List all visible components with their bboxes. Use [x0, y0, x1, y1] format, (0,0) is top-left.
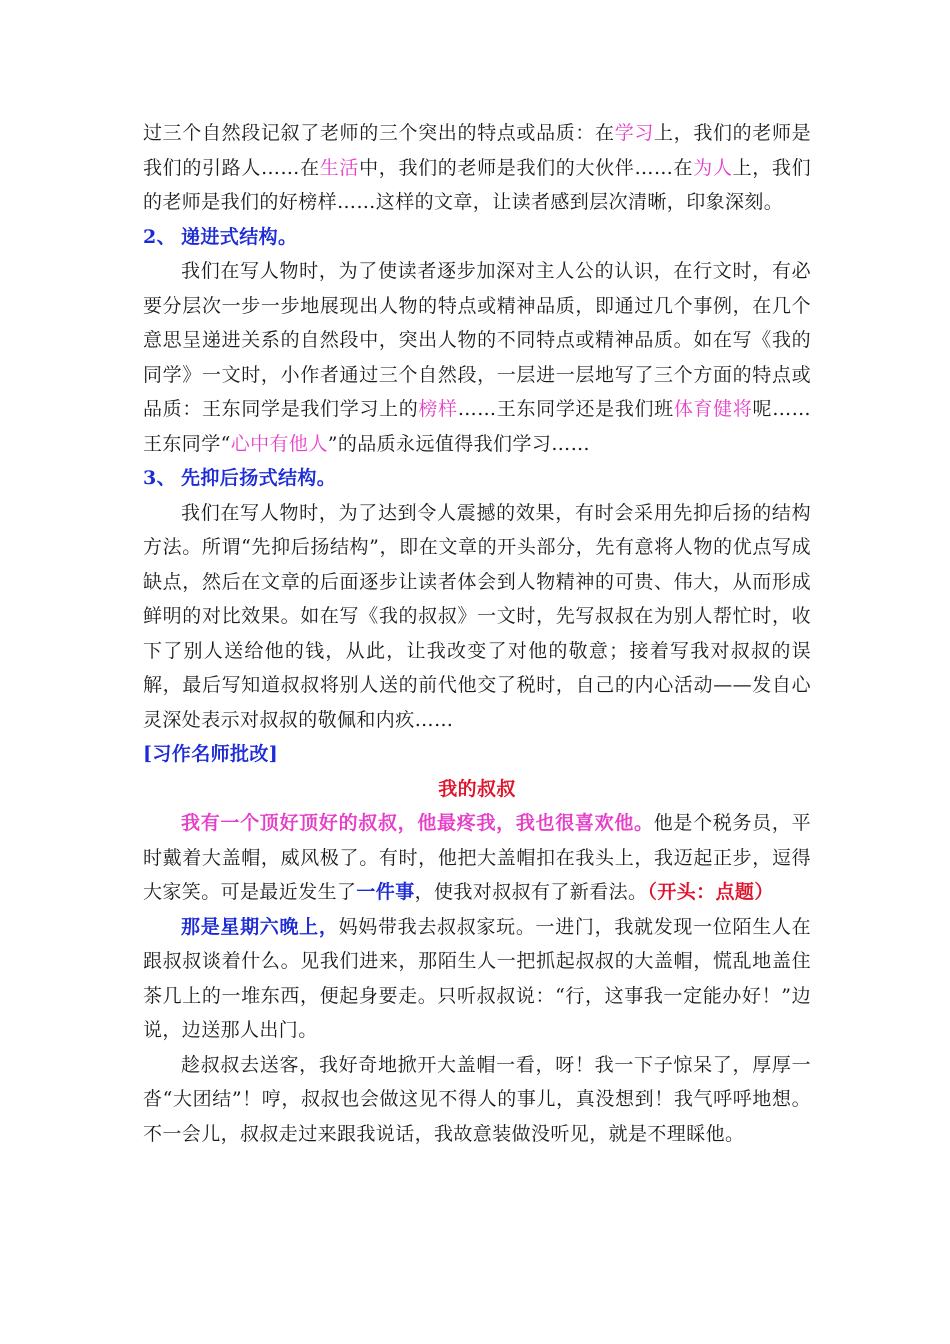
- text: 我们在写人物时，为了使读者逐步加深对主人公的认识，在行文时，有必要分层次一步一步地展现出人物的特点或精神品质，即通过几个事例，在几个意思呈递进关系的自然段中，突出人物的不同特点或精神品质。如在写《我的同学》一文时，小作者通过三个自然段，一层进一层地写了三个方面的特点或品质：王东同学是我们学习上的: [143, 260, 811, 420]
- heading-label: 递进式结构。: [181, 225, 298, 248]
- essay-lead-sentence: 我有一个顶好顶好的叔叔，他最疼我，我也很喜欢他。: [181, 812, 654, 834]
- paragraph-progressive-structure: [143, 254, 811, 461]
- keyword-study: 学习: [614, 122, 655, 144]
- essay-title: 我的叔叔: [438, 777, 516, 800]
- heading-number: 2、: [143, 225, 177, 248]
- heading-progressive-structure: [143, 220, 811, 255]
- text: 妈妈带我去叔叔家玩。一进门，我就发现一位陌生人在跟叔叔谈着什么。见我们进来，那陌生人一把抓起叔叔的大盖帽，慌乱地盖住茶几上的一堆东西，便起身要走。只听叔叔说：“行，这事我一定能办好！”边说，边送那人出门。: [143, 915, 811, 1041]
- text: 他是个税务员，平时戴着大盖帽，威风极了。有时，他把大盖帽扣在我头上，我迈起正步，逗得大家笑。可是最近发生了: [143, 812, 811, 903]
- paragraph-suppress-then-praise: 我们在写人物时，为了达到令人震撼的效果，有时会采用先抑后扬的结构方法。所谓“先抑后扬结构”，即在文章的开头部分，先有意将人物的优点写成缺点，然后在文章的后面逐步让读者体会到人物精神的可贵、伟大，从而形成鲜明的对比效果。如在写《我的叔叔》一文时，先写叔叔在为别人帮忙时，收下了别人送给他的钱，从此，让我改变了对他的敬意；接着写我对叔叔的误解，最后写知道叔叔将别人送的前代他交了税时，自己的内心活动——发自心灵深处表示对叔叔的敬佩和内疚……: [143, 501, 811, 731]
- keyword-caring-others: 心中有他人: [230, 432, 328, 455]
- keyword-role-model: 榜样: [418, 398, 458, 420]
- text: ”的品质永远值得我们学习……: [327, 432, 591, 455]
- keyword-life: 生活: [319, 156, 360, 179]
- heading-suppress-then-praise: [143, 461, 811, 496]
- section-label-teacher-review: [习作名师批改]: [143, 743, 279, 765]
- essay-paragraph-2: [143, 910, 811, 1048]
- heading-label: 先抑后扬式结构。: [181, 467, 337, 489]
- text: 上，我们的老师是我们的好榜样……这样的文章，让读者感到层次清晰，印象深刻。: [143, 156, 811, 213]
- document-page: [143, 116, 811, 1151]
- text: ，使我对叔叔有了新看法。: [414, 881, 648, 903]
- essay-paragraph-1: [143, 806, 811, 910]
- text: 上，我们的老师是我们的引路人……在: [143, 122, 811, 179]
- text: 中，我们的老师是我们的大伙伴……在: [359, 156, 694, 179]
- keyword-conduct: 为人: [693, 156, 733, 179]
- review-note: （开头：点题）: [647, 881, 774, 903]
- text: 过三个自然段记叙了老师的三个突出的特点或品质：在: [143, 122, 615, 144]
- text: 呢……王东同学“: [143, 398, 812, 455]
- keyword-an-event: 一件事: [356, 881, 415, 903]
- essay-paragraph-3: 趁叔叔去送客，我好奇地掀开大盖帽一看，呀！我一下子惊呆了，厚厚一沓“大团结”！哼，叔叔也会做这见不得人的事儿，真没想到！我气呼呼地想。不一会儿，叔叔走过来跟我说话，我故意装做没听见，就是不理睬他。: [143, 1053, 811, 1145]
- essay-time-phrase: 那是星期六晚上，: [181, 915, 339, 938]
- heading-number: 3、: [143, 467, 177, 489]
- text: ……王东同学还是我们班: [457, 398, 674, 420]
- paragraph-parallel-structure-end: [143, 116, 811, 220]
- keyword-sports-star: 体育健将: [673, 398, 753, 420]
